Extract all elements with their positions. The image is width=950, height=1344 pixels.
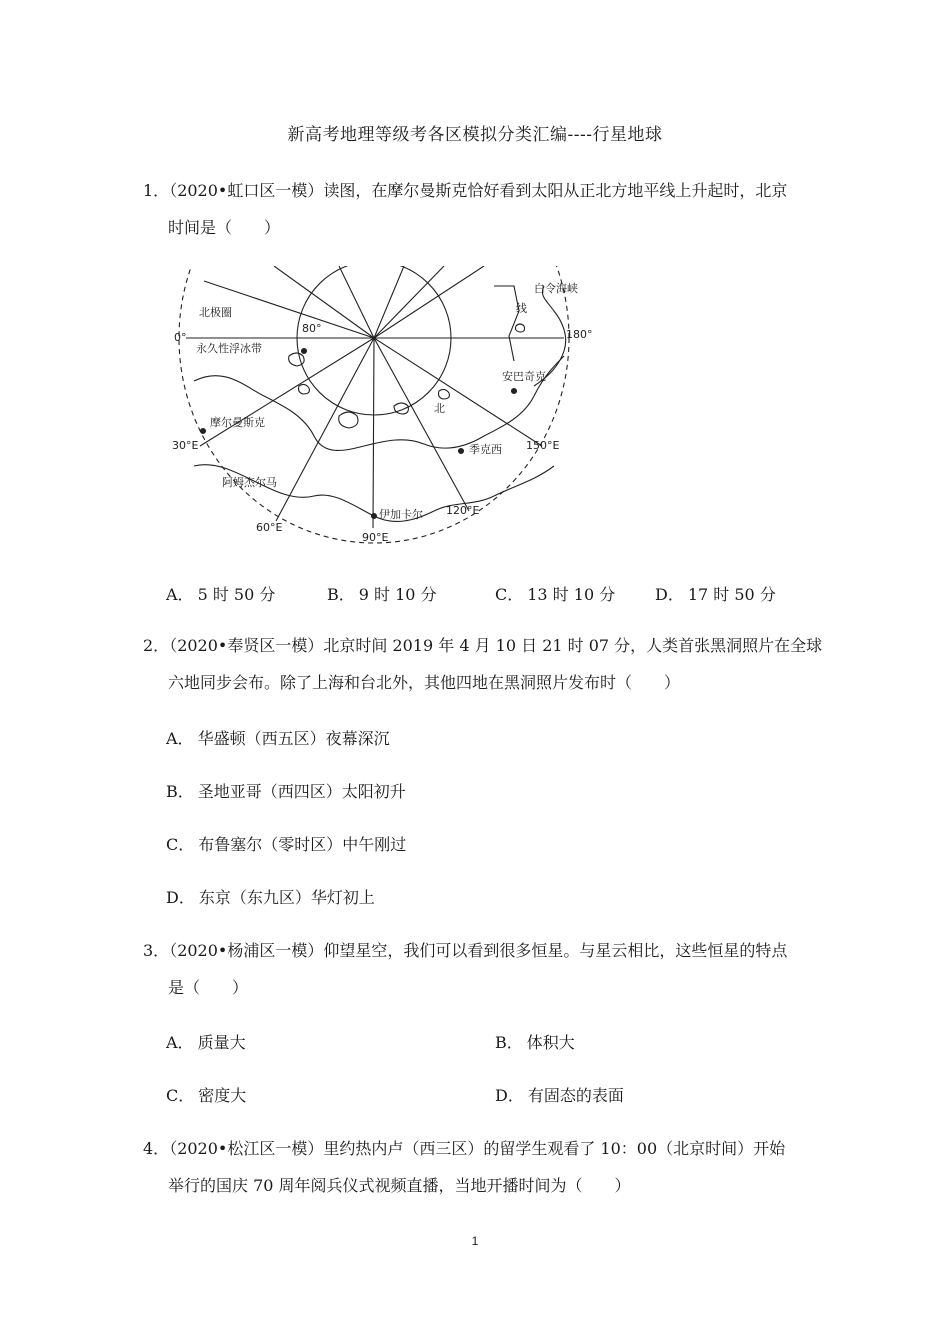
q2-option-c[interactable]: [166, 832, 406, 855]
label-arctic-circle: 北极圈: [199, 306, 232, 319]
label-line: 线: [516, 302, 527, 315]
question-4-number: 4．: [143, 1139, 170, 1158]
q3-option-c[interactable]: [166, 1083, 246, 1106]
question-2-line-1: [143, 627, 823, 664]
q1-option-d-letter: D．: [655, 585, 684, 604]
question-3-text: （2020•杨浦区一模）仰望星空，我们可以看到很多恒星。与星云相比，这些恒星的特点: [169, 941, 788, 960]
arctic-map: [164, 266, 714, 551]
question-3: [143, 932, 813, 1006]
question-4-line-2: 举行的国庆 70 周年阅兵仪式视频直播，当地开播时间为（ ）: [168, 1176, 631, 1195]
q2-option-c-letter: C．: [166, 835, 195, 854]
label-80: 80°: [302, 322, 322, 335]
label-north: 北: [434, 402, 445, 415]
q2-option-a[interactable]: [166, 726, 390, 749]
label-90e: 90°E: [362, 531, 389, 544]
q2-option-b-letter: B．: [166, 782, 194, 801]
question-1: [143, 172, 813, 246]
q1-option-b-text: 9 时 10 分: [358, 585, 437, 604]
question-3-line-2: 是（ ）: [168, 978, 249, 997]
q3-option-a-letter: A．: [166, 1033, 194, 1052]
q1-option-b[interactable]: [327, 582, 437, 605]
q3-option-a[interactable]: [166, 1030, 246, 1053]
question-3-line-1: [143, 932, 813, 969]
q2-option-b-text: 圣地亚哥（西四区）太阳初升: [197, 782, 406, 801]
label-30e: 30°E: [172, 439, 199, 452]
arctic-map-figure: [164, 266, 714, 551]
label-120e: 120°E: [446, 504, 480, 517]
label-150e: 150°E: [526, 439, 560, 452]
q1-option-a-letter: A．: [166, 585, 194, 604]
q3-option-c-letter: C．: [166, 1086, 195, 1105]
question-3-number: 3．: [143, 941, 170, 960]
q2-option-a-text: 华盛顿（西五区）夜幕深沉: [197, 729, 390, 748]
q3-option-d-text: 有固态的表面: [527, 1086, 624, 1105]
question-1-line-2: 时间是（ ）: [168, 218, 281, 237]
q3-option-d-letter: D．: [495, 1086, 524, 1105]
q2-option-d[interactable]: [166, 885, 375, 908]
label-murmansk: 摩尔曼斯克: [210, 416, 265, 429]
ice-dot: [302, 349, 307, 354]
q2-option-b[interactable]: [166, 779, 406, 802]
page-number: 1: [471, 1234, 479, 1248]
question-4-text: （2020•松江区一模）里约热内卢（西三区）的留学生观看了 10：00（北京时间）开始: [169, 1139, 786, 1158]
question-2-number: 2．: [143, 636, 170, 655]
question-2-line-2: 六地同步会布。除了上海和台北外，其他四地在黑洞照片发布时（ ）: [168, 673, 681, 692]
q1-option-d[interactable]: [655, 582, 776, 605]
label-igarka: 伊加卡尔: [379, 508, 423, 521]
q3-option-b-text: 体积大: [526, 1033, 575, 1052]
label-anchorage: 安巴奇克: [502, 370, 546, 383]
label-60e: 60°E: [256, 521, 283, 534]
q1-option-c-text: 13 时 10 分: [527, 585, 616, 604]
q1-option-b-letter: B．: [327, 585, 355, 604]
label-jikexi: 季克西: [469, 443, 502, 456]
q3-option-c-text: 密度大: [198, 1086, 247, 1105]
q1-option-c-letter: C．: [495, 585, 524, 604]
question-1-number: 1．: [143, 181, 170, 200]
q1-option-a[interactable]: [166, 582, 275, 605]
igarka-dot: [372, 514, 377, 519]
question-2: [143, 627, 823, 701]
question-4-line-1: [143, 1130, 813, 1167]
q2-option-a-letter: A．: [166, 729, 194, 748]
q3-option-b-letter: B．: [495, 1033, 523, 1052]
question-1-text: （2020•虹口区一模）读图，在摩尔曼斯克恰好看到太阳从正北方地平线上升起时，北京: [169, 181, 788, 200]
q1-option-d-text: 17 时 50 分: [687, 585, 776, 604]
q1-option-a-text: 5 时 50 分: [197, 585, 276, 604]
q2-option-c-text: 布鲁塞尔（零时区）中午刚过: [198, 835, 407, 854]
page-title: 新高考地理等级考各区模拟分类汇编----行星地球: [287, 125, 663, 145]
question-2-text: （2020•奉贤区一模）北京时间 2019 年 4 月 10 日 21 时 07 分，人类首张黑洞照片在全球: [169, 636, 823, 655]
label-ice: 永久性浮冰带: [196, 342, 262, 355]
murmansk-dot: [201, 429, 206, 434]
question-1-line-1: [143, 172, 813, 209]
question-4: [143, 1130, 813, 1204]
label-arkhangelsk: 阿姆杰尔马: [222, 476, 277, 489]
q3-option-b[interactable]: [495, 1030, 575, 1053]
label-0: 0°: [174, 331, 187, 344]
q2-option-d-text: 东京（东九区）华灯初上: [198, 888, 375, 907]
anchorage-dot: [512, 389, 517, 394]
q2-option-d-letter: D．: [166, 888, 195, 907]
q3-option-d[interactable]: [495, 1083, 624, 1106]
jikexi-dot: [459, 449, 464, 454]
label-180: 180°: [566, 328, 593, 341]
q1-option-c[interactable]: [495, 582, 615, 605]
label-bering: 白令海峡: [534, 282, 578, 295]
q3-option-a-text: 质量大: [197, 1033, 246, 1052]
